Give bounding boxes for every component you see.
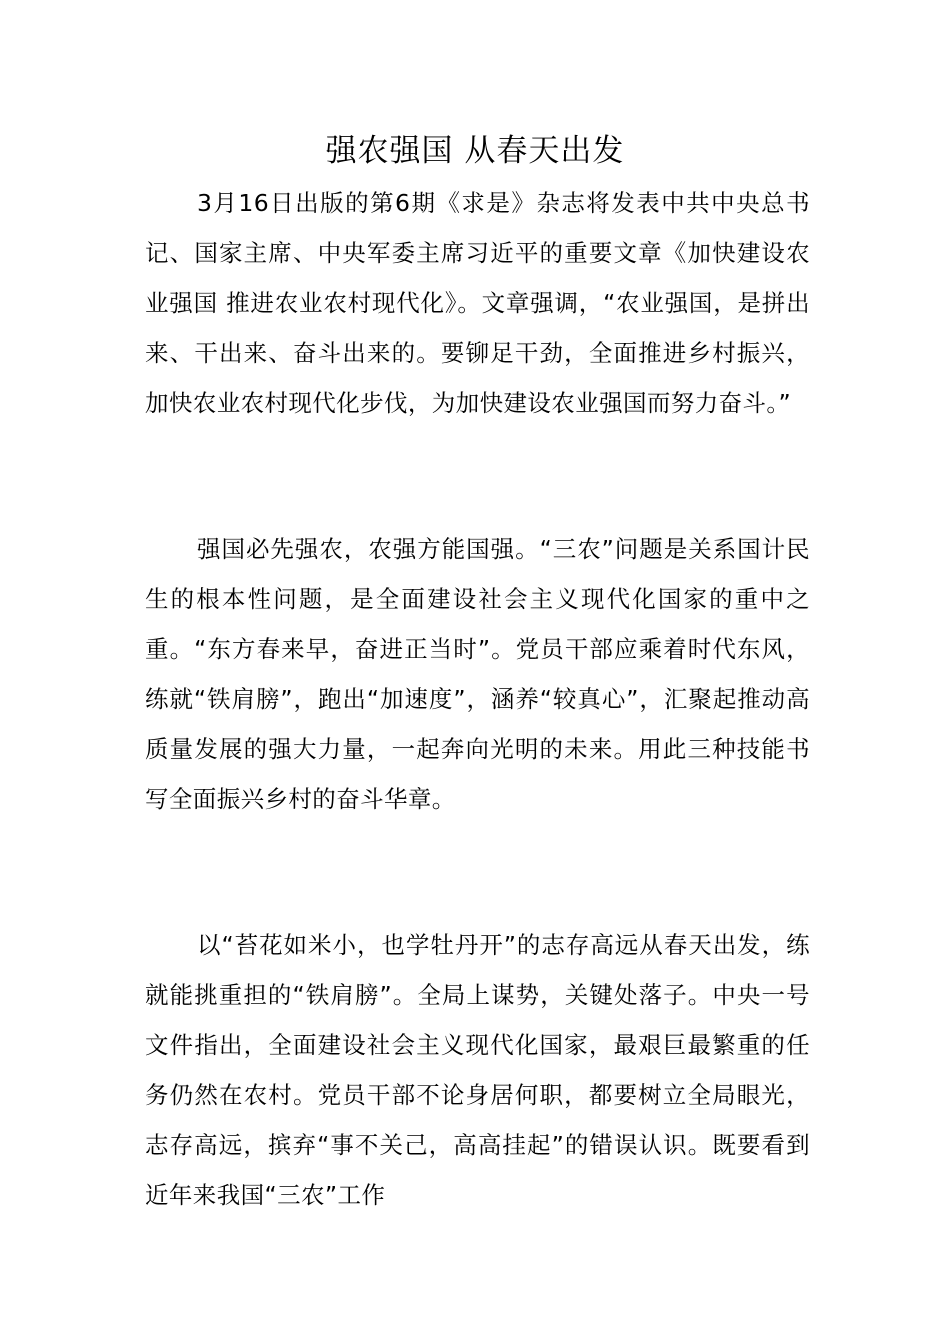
paragraph-1: 3月16日出版的第6期《求是》杂志将发表中共中央总书记、国家主席、中央军委主席习近平的重要文章《加快建设农业强国 推进农业农村现代化》。文章强调，“农业强国，是拼出来、干出来、奋斗出来的。要铆足干劲，全面推进乡村振兴，加快农业农村现代化步伐，为加快建设农业强国而努力奋斗。” [145, 189, 810, 417]
paragraph-2: 强国必先强农，农强方能国强。“三农”问题是关系国计民生的根本性问题，是全面建设社会主义现代化国家的重中之重。“东方春来早，奋进正当时”。党员干部应乘着时代东风，练就“铁肩膀”，跑出“加速度”，涵养“较真心”，汇聚起推动高质量发展的强大力量，一起奔向光明的未来。用此三种技能书写全面振兴乡村的奋斗华章。 [145, 535, 810, 813]
paragraph-3: 以“苔花如米小，也学牡丹开”的志存高远从春天出发，练就能挑重担的“铁肩膀”。全局上谋势，关键处落子。中央一号文件指出，全面建设社会主义现代化国家，最艰巨最繁重的任务仍然在农村。党员干部不论身居何职，都要树立全局眼光，志存高远，摈弃“事不关己，高高挂起”的错误认识。既要看到近年来我国“三农”工作 [145, 931, 810, 1209]
document-title: 强农强国 从春天出发 [325, 133, 625, 169]
